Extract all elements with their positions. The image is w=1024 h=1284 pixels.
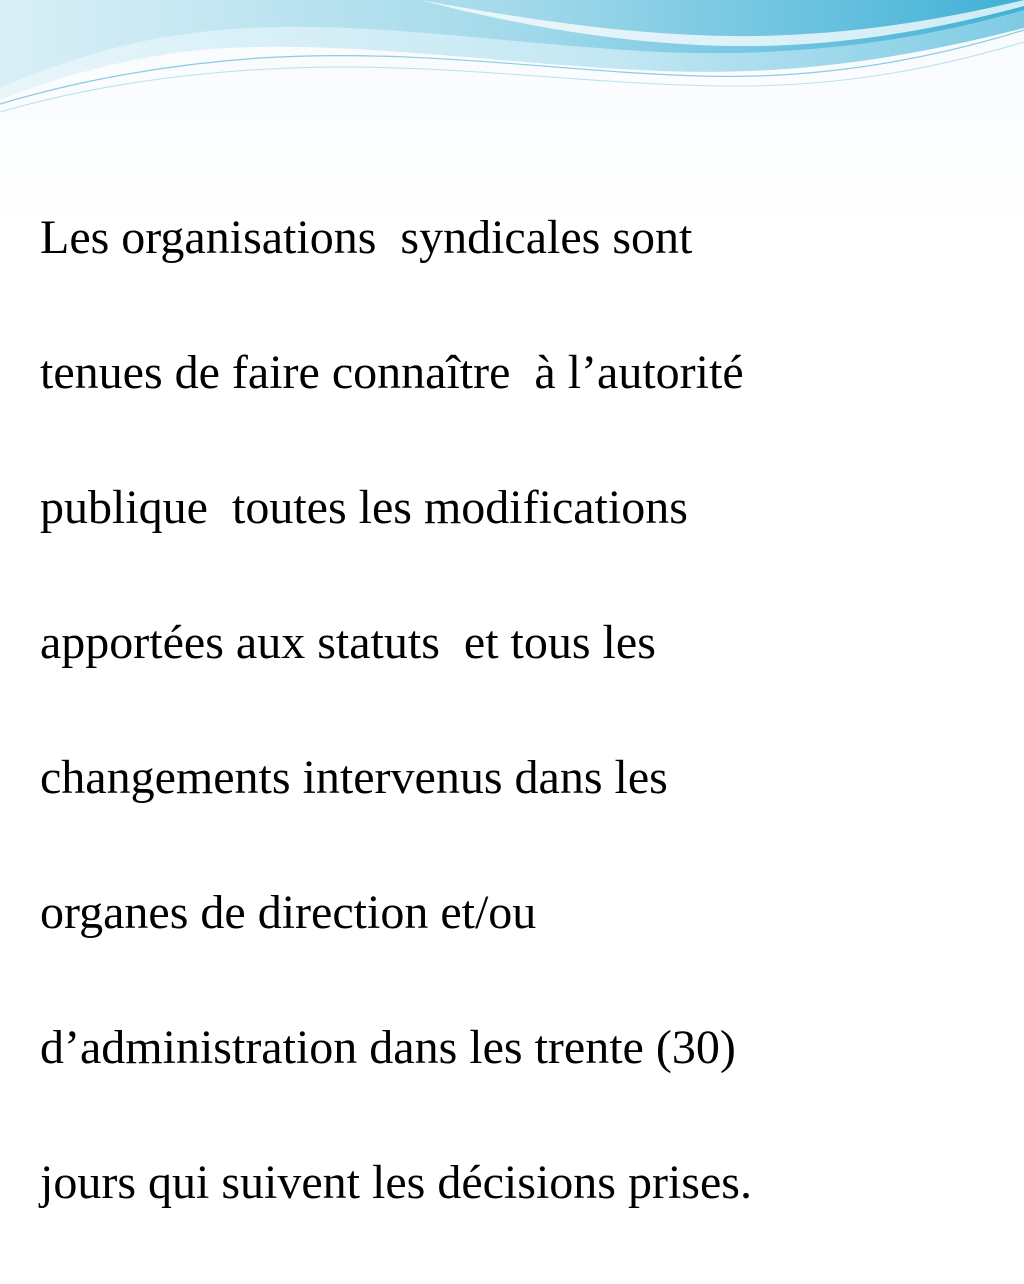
paragraph-line: publique toutes les modifications [40,480,688,534]
paragraph-line: changements intervenus dans les [40,750,668,804]
wave-decoration [0,0,1024,120]
body-paragraph [40,136,1000,1284]
paragraph-line: organes de direction et/ou [40,885,537,939]
paragraph-line: apportées aux statuts et tous les [40,615,656,669]
paragraph-line: jours qui suivent les décisions prises. [40,1155,752,1209]
paragraph-line: Les organisations syndicales sont [40,210,693,264]
paragraph-line: tenues de faire connaître à l’autorité [40,345,744,399]
paragraph-line: d’administration dans les trente (30) [40,1020,736,1074]
